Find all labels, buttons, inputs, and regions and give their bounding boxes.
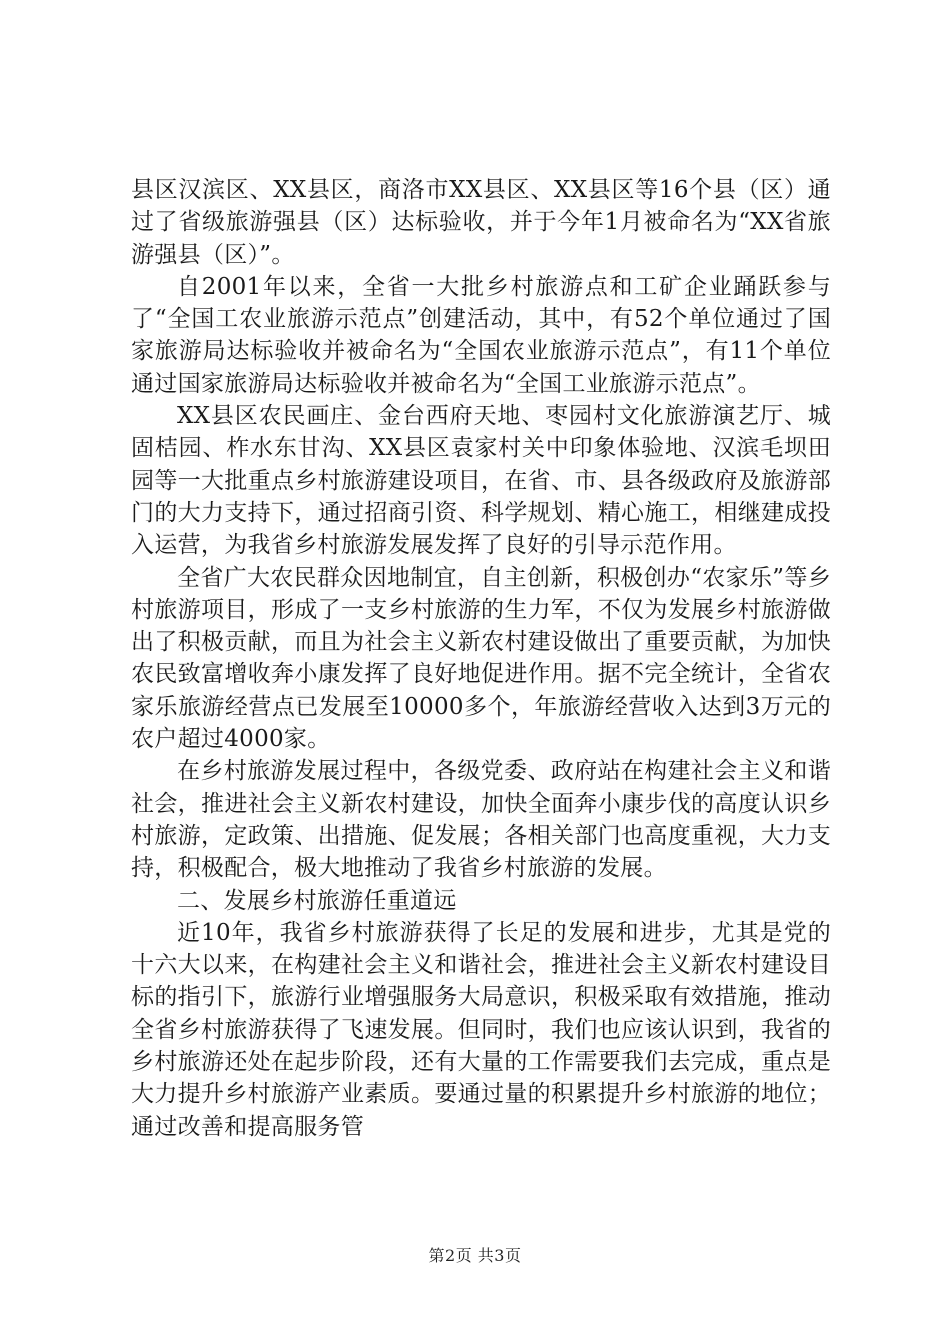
paragraph-demo-sites: 自2001年以来，全省一大批乡村旅游点和工矿企业踊跃参与了“全国工农业旅游示范点”创建活动，其中，有52个单位通过了国家旅游局达标验收并被命名为“全国农业旅游示范点”，有11个单位通过国家旅游局达标验收并被命名为“全国工业旅游示范点”。 [131,273,831,397]
paragraph-key-projects: XX县区农民画庄、金台西府天地、枣园村文化旅游演艺厅、城固桔园、柞水东甘沟、XX县区袁家村关中印象体验地、汉滨毛坝田园等一大批重点乡村旅游建设项目，在省、市、县各级政府及旅游部门的大力支持下，通过招商引资、科学规划、精心施工，相继建成投入运营，为我省乡村旅游发展发挥了良好的引导示范作用。 [131,403,831,559]
paragraph-continuation: 县区汉滨区、XX县区，商洛市XX县区、XX县区等16个县（区）通过了省级旅游强县（区）达标验收，并于今年1月被命名为“XX省旅游强县（区）”。 [131,177,831,268]
paragraph-government-support: 在乡村旅游发展过程中，各级党委、政府站在构建社会主义和谐社会，推进社会主义新农村建设，加快全面奔小康步伐的高度认识乡村旅游，定政策、出措施、促发展；各相关部门也高度重视，大力支持，积极配合，极大地推动了我省乡村旅游的发展。 [131,758,831,882]
section-heading: 二、发展乡村旅游任重道远 [177,887,457,914]
document-body [131,174,831,1143]
paragraph-farmhouse: 全省广大农民群众因地制宜，自主创新，积极创办“农家乐”等乡村旅游项目，形成了一支乡村旅游的生力军，不仅为发展乡村旅游做出了积极贡献，而且为社会主义新农村建设做出了重要贡献，为加快农民致富增收奔小康发挥了良好地促进作用。据不完全统计，全省农家乐旅游经营点已发展至10000多个，年旅游经营收入达到3万元的农户超过4000家。 [131,564,831,753]
paragraph-development: 近10年，我省乡村旅游获得了长足的发展和进步，尤其是党的十六大以来，在构建社会主义和谐社会，推进社会主义新农村建设目标的指引下，旅游行业增强服务大局意识，积极采取有效措施，推动全省乡村旅游获得了飞速发展。但同时，我们也应该认识到，我省的乡村旅游还处在起步阶段，还有大量的工作需要我们去完成，重点是大力提升乡村旅游产业素质。要通过量的积累提升乡村旅游的地位；通过改善和提高服务管 [131,919,831,1140]
page-number-footer: 第2页 共3页 [428,1246,522,1265]
